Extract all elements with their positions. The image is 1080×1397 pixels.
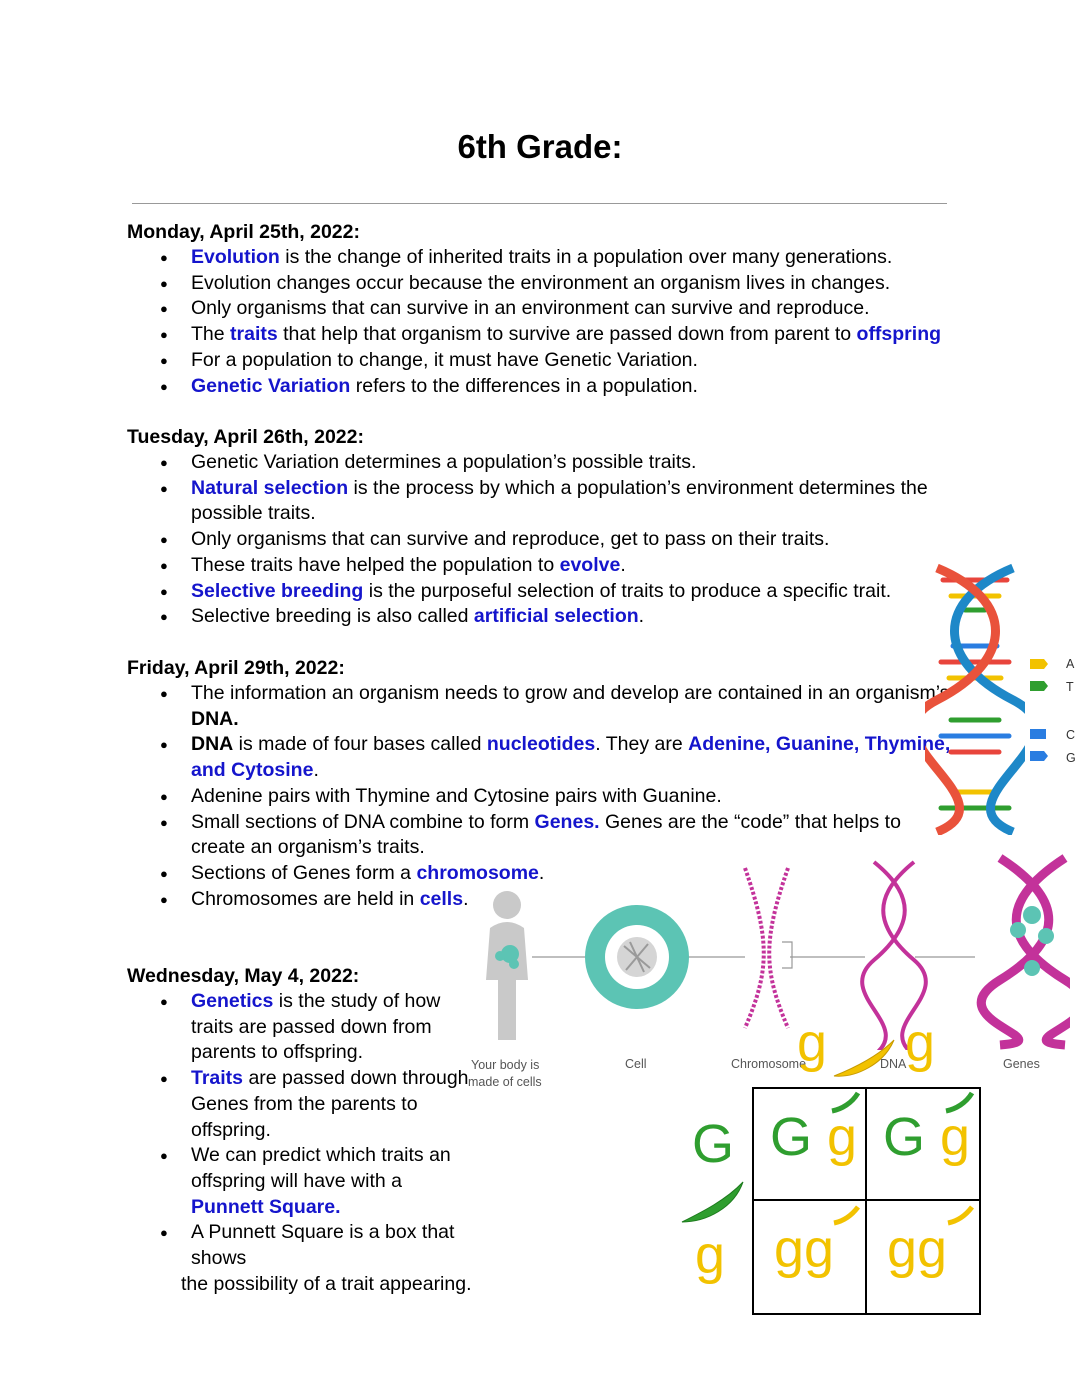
bullet-item bbox=[191, 1066, 476, 1143]
base-pair-legend-icons bbox=[1030, 655, 1050, 770]
bullet-text: is the study of how traits are passed down from parents to offspring. bbox=[191, 990, 441, 1064]
bullet-item bbox=[181, 1272, 476, 1298]
bullet-text: For a population to change, it must have Genetic Variation. bbox=[191, 348, 698, 371]
punnett-cell-0-0-dominant: G bbox=[770, 1107, 813, 1167]
legend-g: G bbox=[1066, 751, 1076, 765]
keyword: Genetic Variation bbox=[191, 374, 351, 397]
keyword: Genetics bbox=[191, 990, 274, 1012]
label-your-body: Your body is bbox=[471, 1058, 540, 1072]
bullet-text: Evolution changes occur because the environment an organism lives in changes. bbox=[191, 271, 891, 294]
keyword: Genes. bbox=[534, 810, 600, 833]
bullet-text: are passed down through Genes from the parents to offspring. bbox=[191, 1067, 469, 1141]
punnett-cell-0-0 bbox=[770, 1107, 858, 1167]
bullet-text: We can predict which traits an offspring will have with a bbox=[191, 1144, 451, 1192]
bullet-item bbox=[191, 989, 476, 1066]
punnett-cell-0-1-dominant: G bbox=[883, 1107, 926, 1167]
bullet-text: Genetic Variation determines a population’s possible traits. bbox=[191, 451, 697, 473]
bullet-item bbox=[191, 245, 951, 271]
punnett-side-allele-1: g bbox=[695, 1225, 726, 1285]
keyword: Adenine, Guanine, Thymine, and Cytosine bbox=[191, 733, 951, 782]
punnett-cell-1-0: gg bbox=[774, 1219, 835, 1279]
bullet-text: Small sections of DNA combine to form bbox=[191, 810, 535, 833]
recessive-allele: g bbox=[827, 1107, 858, 1167]
punnett-top-allele-0: g bbox=[797, 1013, 828, 1073]
label-genes: Genes bbox=[1003, 1057, 1040, 1071]
section-date-0: Monday, April 25th, 2022: bbox=[127, 221, 360, 243]
keyword: Traits bbox=[191, 1067, 244, 1090]
bullet-text: Only organisms that can survive and reproduce, get to pass on their traits. bbox=[191, 528, 830, 551]
bullet-item bbox=[191, 579, 941, 605]
keyword: traits bbox=[230, 323, 278, 346]
bullet-text: Genes are the “code” that helps to create an organism’s traits. bbox=[191, 810, 901, 859]
keyword: cells bbox=[419, 887, 464, 910]
bullet-item bbox=[191, 681, 956, 732]
section-list-3 bbox=[127, 989, 476, 1297]
bullet-item bbox=[191, 374, 951, 400]
keyword: Natural selection bbox=[191, 476, 349, 499]
bullet-text: refers to the differences in a population. bbox=[350, 374, 698, 397]
genes-icon bbox=[981, 858, 1070, 1045]
keyword: evolve bbox=[559, 553, 621, 576]
label-dna: DNA bbox=[880, 1057, 907, 1071]
bullet-text: Sections of Genes form a bbox=[191, 861, 417, 884]
keyword: chromosome bbox=[416, 861, 539, 884]
punnett-side-allele-0: G bbox=[692, 1114, 735, 1174]
label-chromosome: Chromosome bbox=[731, 1057, 807, 1071]
bullet-text: Chromosomes are held in bbox=[191, 887, 420, 910]
punnett-cell-1-1: gg bbox=[887, 1219, 948, 1279]
bullet-text: . bbox=[313, 759, 319, 782]
bullet-text: These traits have helped the population to bbox=[191, 553, 560, 576]
legend-c: C bbox=[1066, 728, 1076, 742]
keyword: offspring bbox=[856, 323, 942, 346]
bullet-text: The bbox=[191, 323, 231, 346]
bullet-text: A Punnett Square is a box that shows bbox=[191, 1221, 455, 1270]
section-list-0 bbox=[127, 245, 951, 399]
bullet-item bbox=[191, 604, 941, 630]
bullet-text: is the change of inherited traits in a population over many generations. bbox=[279, 246, 893, 268]
bullet-text: . bbox=[638, 605, 645, 628]
keyword: Evolution bbox=[191, 246, 280, 268]
bullet-item bbox=[191, 553, 941, 579]
bullet-text: The information an organism needs to grow and develop are contained in an organism’s bbox=[191, 682, 950, 704]
bullet-item bbox=[191, 527, 941, 553]
legend-a: A bbox=[1066, 657, 1075, 671]
bold-term: DNA. bbox=[191, 707, 239, 730]
section-date-1: Tuesday, April 26th, 2022: bbox=[127, 426, 364, 448]
bullet-item bbox=[191, 348, 951, 374]
yellow-pod-icon bbox=[832, 1034, 898, 1082]
title-divider bbox=[132, 203, 947, 204]
bullet-text: . bbox=[463, 887, 469, 910]
section-date-2: Friday, April 29th, 2022: bbox=[127, 657, 345, 679]
punnett-cell-0-1 bbox=[883, 1107, 971, 1167]
bullet-text: . bbox=[538, 861, 545, 884]
bullet-text: that help that organism to survive are passed down from parent to bbox=[277, 323, 857, 346]
chromosome-icon bbox=[745, 868, 788, 1028]
bullet-text: Selective breeding is also called bbox=[191, 605, 474, 628]
page-title: 6th Grade: bbox=[457, 128, 623, 165]
legend-t: T bbox=[1066, 680, 1074, 694]
keyword: artificial selection bbox=[473, 605, 639, 628]
keyword: Selective breeding bbox=[191, 579, 364, 602]
bullet-text: is made of four bases called bbox=[233, 733, 487, 756]
green-pod-icon bbox=[680, 1178, 746, 1226]
bullet-item bbox=[191, 1220, 476, 1271]
keyword: Punnett Square. bbox=[191, 1195, 341, 1218]
section-date-3: Wednesday, May 4, 2022: bbox=[127, 965, 360, 987]
bullet-item bbox=[191, 476, 941, 527]
person-icon bbox=[486, 891, 528, 1040]
bullet-text: is the process by which a population’s environment determines the possible traits. bbox=[191, 476, 928, 525]
bullet-text: the possibility of a trait appearing. bbox=[181, 1272, 472, 1295]
bullet-text: . They are bbox=[595, 733, 689, 756]
dna-helix-illustration bbox=[925, 560, 1025, 835]
bullet-text: is the purposeful selection of traits to produce a specific trait. bbox=[363, 579, 892, 602]
bullet-text: Adenine pairs with Thymine and Cytosine pairs with Guanine. bbox=[191, 784, 722, 807]
recessive-allele: g bbox=[940, 1107, 971, 1167]
bullet-item bbox=[191, 450, 941, 476]
label-made-of-cells: made of cells bbox=[468, 1075, 542, 1089]
bullet-text: Only organisms that can survive in an environment can survive and reproduce. bbox=[191, 297, 870, 320]
section-list-1 bbox=[127, 450, 941, 630]
bold-term: DNA bbox=[191, 733, 234, 756]
bullet-item bbox=[191, 322, 951, 348]
body-cell-dna-diagram bbox=[470, 850, 1070, 1050]
bullet-text: . bbox=[620, 553, 626, 576]
bullet-item bbox=[191, 271, 951, 297]
bullet-item bbox=[191, 296, 951, 322]
bullet-item bbox=[191, 1143, 476, 1220]
punnett-top-allele-1: g bbox=[905, 1013, 936, 1073]
keyword: nucleotides bbox=[486, 733, 596, 756]
bullet-item bbox=[191, 784, 956, 810]
bullet-item bbox=[191, 732, 956, 783]
label-cell: Cell bbox=[625, 1057, 647, 1071]
cell-icon bbox=[585, 905, 689, 1009]
